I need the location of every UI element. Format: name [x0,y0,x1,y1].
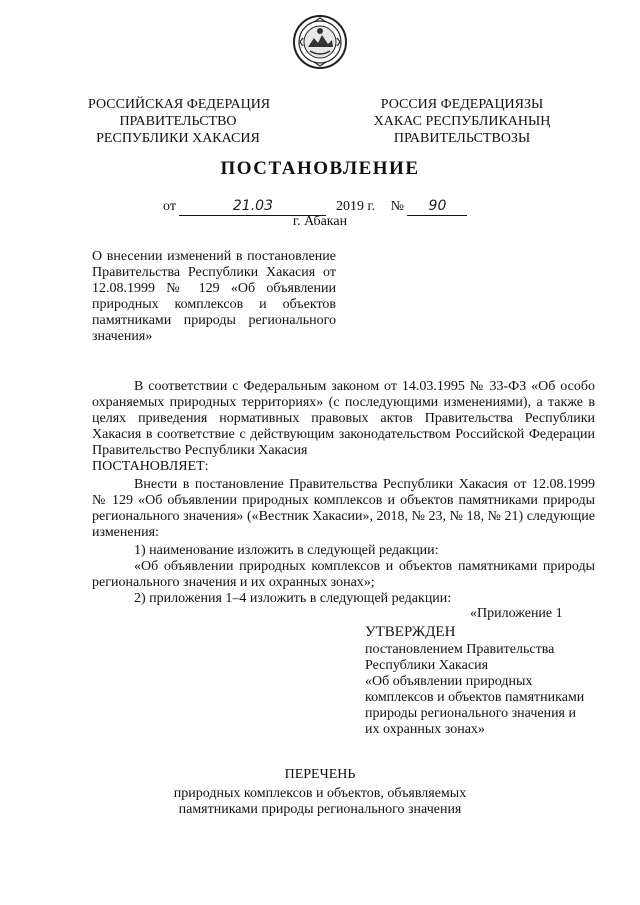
item-1-text [92,559,595,591]
item-1: 1) наименование изложить в следующей редакции: [134,543,439,558]
body-paragraph-2 [92,477,595,541]
city-line [0,214,640,230]
coat-of-arms-icon [292,14,348,70]
number-value: 90 [428,198,447,214]
paragraph-text: «Об объявлении природных комплексов и объектов памятниками природы регионального значения и их охранных зонах»; [92,559,595,590]
list-line: памятниками природы регионального значения [178,802,462,817]
header-left-line: РОССИЙСКАЯ ФЕДЕРАЦИЯ [88,97,271,112]
item-2: 2) приложения 1–4 изложить в следующей редакции: [134,591,452,606]
header-right-line: ПРАВИТЕЛЬСТВОЗЫ [393,131,531,146]
from-label: от [163,199,176,214]
header-left [88,96,271,147]
approved-line: Республики Хакасия [365,658,489,673]
approved-line: природы регионального значения и [365,706,576,721]
city: г. Абакан [292,214,348,229]
year-label: 2019 г. [335,199,376,214]
approved-heading: УТВЕРЖДЕН [365,624,456,640]
paragraph-text: Внести в постановление Правительства Республики Хакасия от 12.08.1999 № 129 «Об объявлении природных комплексов и объектов памятниками природы регионального значения» («Вестник Хакасии», 2018, № 23, № 18, № 21) следующие изменения: [92,477,595,540]
paragraph-text: В соответствии с Федеральным законом от 14.03.1995 № 33-ФЗ «Об особо охраняемых природных территориях» (с последующими изменениями), а также в целях приведения нормативных правовых актов Правительства Республики Хакасия в соответствие с действующим законодательством Российской Федерации Правительство Республики Хакасия [92,379,595,458]
approved-line: постановлением Правительства [365,642,555,657]
approved-line: комплексов и объектов памятниками [365,690,585,705]
approved-line: их охранных зонах» [365,722,485,737]
header-left-line: РЕСПУБЛИКИ ХАКАСИЯ [96,131,260,146]
subject: О внесении изменений в постановление Правительства Республики Хакасия от 12.08.1999 № 129 «Об объявлении природных комплексов и объектов памятниками природы регионального значения» [92,249,336,344]
number-sign: № [390,199,404,214]
header-right-line: ХАКАС РЕСПУБЛИКАНЫҢ [373,114,551,129]
approved-block [365,623,595,738]
header-right [372,96,552,147]
header-right-line: РОССИЯ ФЕДЕРАЦИЯЗЫ [380,97,544,112]
approved-line: «Об объявлении природных [365,674,533,689]
header-left-line: ПРАВИТЕЛЬСТВО [119,114,237,129]
list-title: ПЕРЕЧЕНЬ [284,767,356,782]
body-paragraph-1 [92,379,595,475]
resolves-label: ПОСТАНОВЛЯЕТ: [92,459,209,474]
list-heading [0,767,640,818]
appendix-label: «Приложение 1 [470,606,563,621]
list-line: природных комплексов и объектов, объявляемых [173,786,467,801]
document-title: ПОСТАНОВЛЕНИЕ [220,158,420,179]
date-value: 21.03 [232,198,273,214]
